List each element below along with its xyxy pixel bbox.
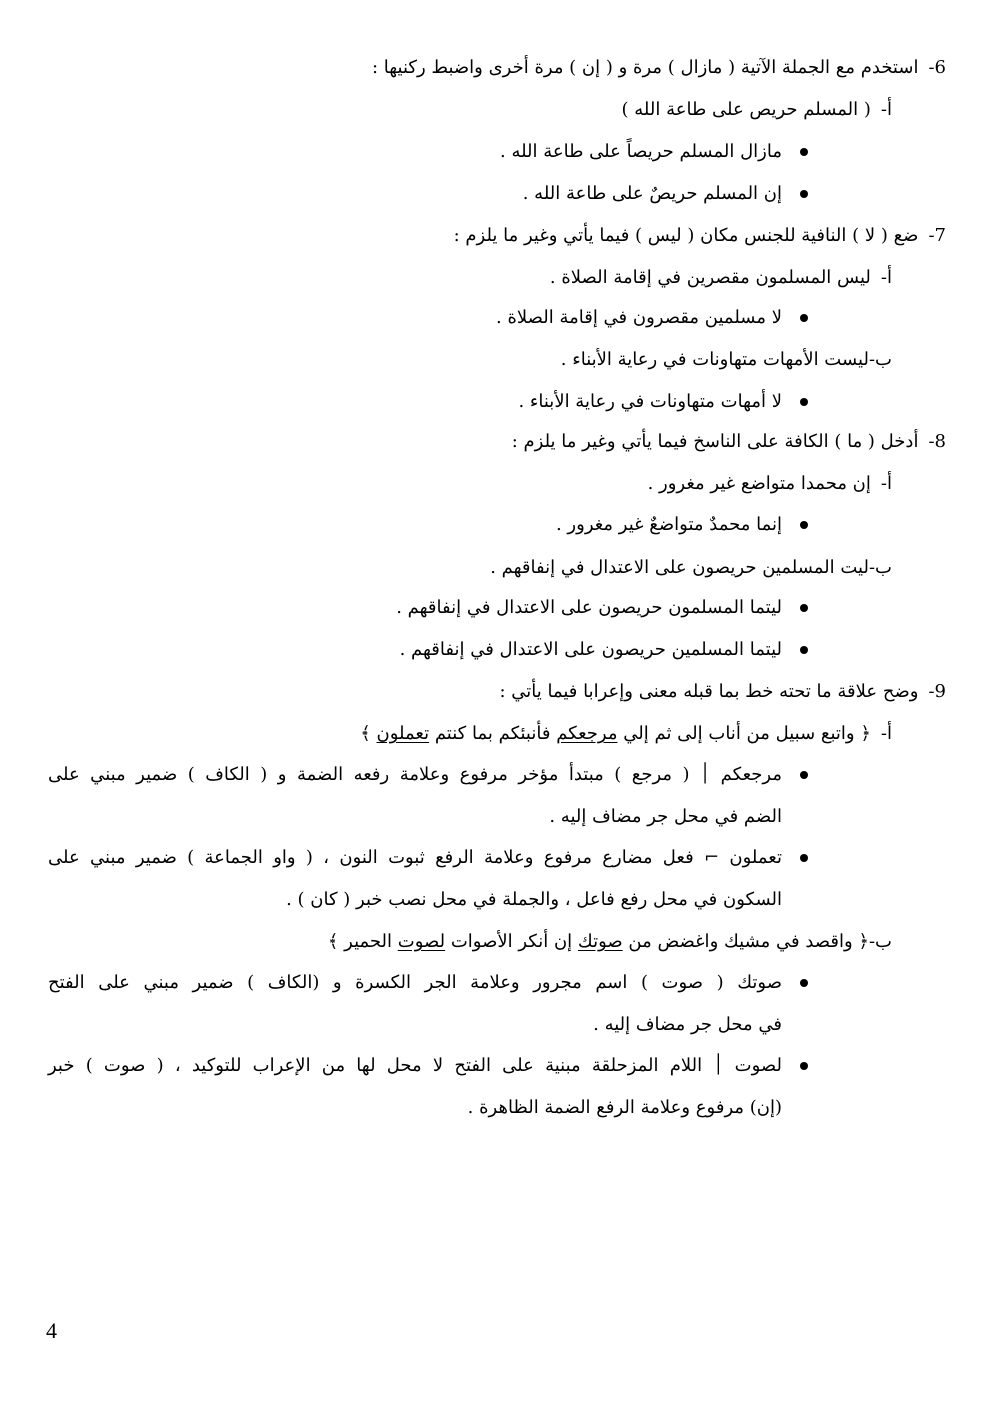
q9-item-b-label: ب-: [868, 931, 892, 952]
verse-open-bracket: ﴿: [858, 931, 869, 952]
bullet-icon: [800, 1062, 808, 1070]
q7-item-b: [561, 348, 892, 372]
q6-answer-2: إن المسلم حريصٌ على طاعة الله .: [522, 183, 782, 204]
q9-item-a-verse: [360, 722, 892, 746]
q6-answer-1: مازال المسلم حريصاً على طاعة الله .: [500, 141, 782, 162]
bullet-icon: [800, 521, 808, 529]
q9-a-analysis-2-line2: السكون في محل رفع فاعل ، والجملة في محل نصب خبر ( كان ) .: [286, 889, 782, 910]
q8-number: 8-: [928, 431, 946, 452]
q9-a-analysis-2: [48, 846, 782, 870]
analysis-text: فعل مضارع مرفوع وعلامة الرفع ثبوت النون ، ( واو الجماعة ) ضمير مبني على: [48, 847, 694, 868]
q7-item-a: [550, 266, 892, 290]
q9-item-a-label: أ-: [880, 723, 892, 744]
analysis-text: ( صوت ) اسم مجرور وعلامة الجر الكسرة و (الكاف ) ضمير مبني على الفتح: [48, 972, 724, 993]
q8-answer-a: إنما محمدٌ متواضعٌ غير مغرور .: [555, 514, 782, 535]
q6-heading: [372, 56, 946, 80]
analysis-separator: ׀: [700, 764, 711, 785]
q7-item-b-text: ليست الأمهات متهاونات في رعاية الأبناء .: [560, 349, 869, 370]
q8-item-a-label: أ-: [880, 473, 892, 494]
bullet-icon: [800, 771, 808, 779]
verse-b-underlined-2: لصوت: [397, 931, 446, 952]
q9-item-b-verse: [328, 930, 892, 954]
q9-text: وضح علاقة ما تحته خط بما قبله معنى وإعرابا فيما يأتي :: [499, 681, 919, 702]
analysis-text: ( مرجع ) مبتدأ مؤخر مرفوع وعلامة رفعه الضمة و ( الكاف ) ضمير مبني على: [48, 764, 690, 785]
verse-b-text-1: واقصد في مشيك واغضض من: [628, 931, 853, 952]
q8-answer-b1: ليتما المسلمون حريصون على الاعتدال في إنفاقهم .: [396, 597, 782, 618]
q9-b-analysis-2-line2: (إن) مرفوع وعلامة الرفع الضمة الظاهرة .: [467, 1097, 782, 1118]
verse-open-bracket: ﴿: [860, 723, 871, 744]
analysis-separator: ׀: [713, 1055, 724, 1076]
q7-answer-a: لا مسلمين مقصرون في إقامة الصلاة .: [496, 307, 782, 328]
q8-item-a: [648, 472, 892, 496]
bullet-icon: [800, 314, 808, 322]
bullet-icon: [800, 979, 808, 987]
q7-item-a-label: أ-: [880, 267, 892, 288]
q8-text: أدخل ( ما ) الكافة على الناسخ فيما يأتي وغير ما يلزم :: [511, 431, 919, 452]
q9-b-analysis-2: [48, 1054, 782, 1078]
q9-heading: [499, 680, 946, 704]
bullet-icon: [800, 190, 808, 198]
q8-item-b-text: ليت المسلمين حريصون على الاعتدال في إنفاقهم .: [490, 557, 869, 578]
verse-close-bracket: ﴾: [327, 931, 339, 952]
q6-item-a-text: ( المسلم حريص على طاعة الله ): [621, 99, 871, 120]
q6-number: 6-: [928, 57, 946, 78]
q6-item-a-label: أ-: [880, 99, 892, 120]
q6-text: استخدم مع الجملة الآتية ( مازال ) مرة و ( إن ) مرة أخرى واضبط ركنيها :: [371, 57, 919, 78]
bullet-icon: [800, 148, 808, 156]
analysis-word: مرجعكم: [720, 764, 782, 785]
q7-item-a-text: ليس المسلمون مقصرين في إقامة الصلاة .: [549, 267, 871, 288]
analysis-separator: ⌐: [704, 847, 720, 868]
analysis-text: اللام المزحلقة مبنية على الفتح لا محل لها من الإعراب للتوكيد ، ( صوت ) خبر: [48, 1055, 703, 1076]
q8-item-b-label: ب-: [868, 557, 892, 578]
verse-close-bracket: ﴾: [360, 723, 371, 744]
verse-b-underlined-1: صوتك: [577, 931, 623, 952]
q8-heading: [512, 430, 946, 454]
analysis-word: تعملون: [729, 847, 782, 868]
verse-a-underlined-1: مرجعكم: [556, 723, 618, 744]
analysis-word: صوتك: [737, 972, 783, 993]
bullet-icon: [800, 646, 808, 654]
q7-heading: [454, 224, 946, 248]
q8-item-a-text: إن محمدا متواضع غير مغرور .: [647, 473, 871, 494]
verse-a-text-1: واتبع سبيل من أناب إلى ثم إلي: [623, 723, 855, 744]
q9-b-analysis-1-line2: في محل جر مضاف إليه .: [593, 1014, 782, 1035]
verse-b-text-2: إن أنكر الأصوات: [450, 931, 573, 952]
page-number: 4: [46, 1318, 57, 1343]
bullet-icon: [800, 854, 808, 862]
bullet-icon: [800, 398, 808, 406]
q9-a-analysis-1: [48, 763, 782, 787]
q7-answer-b: لا أمهات متهاونات في رعاية الأبناء .: [518, 391, 782, 412]
q7-number: 7-: [928, 225, 946, 246]
verse-a-underlined-2: تعملون: [376, 723, 430, 744]
q7-text: ضع ( لا ) النافية للجنس مكان ( ليس ) فيما يأتي وغير ما يلزم :: [453, 225, 919, 246]
q6-item-a: [622, 98, 892, 122]
q8-answer-b2: ليتما المسلمين حريصون على الاعتدال في إنفاقهم .: [399, 639, 782, 660]
verse-a-text-2: فأنبئكم بما كنتم: [434, 723, 551, 744]
bullet-icon: [800, 604, 808, 612]
verse-b-text-3: الحمير: [344, 931, 393, 952]
q9-b-analysis-1: [48, 971, 782, 995]
q8-item-b: [490, 556, 892, 580]
q7-item-b-label: ب-: [868, 349, 892, 370]
q9-number: 9-: [928, 681, 946, 702]
analysis-word: لصوت: [734, 1055, 782, 1076]
q9-a-analysis-1-line2: الضم في محل جر مضاف إليه .: [549, 806, 782, 827]
